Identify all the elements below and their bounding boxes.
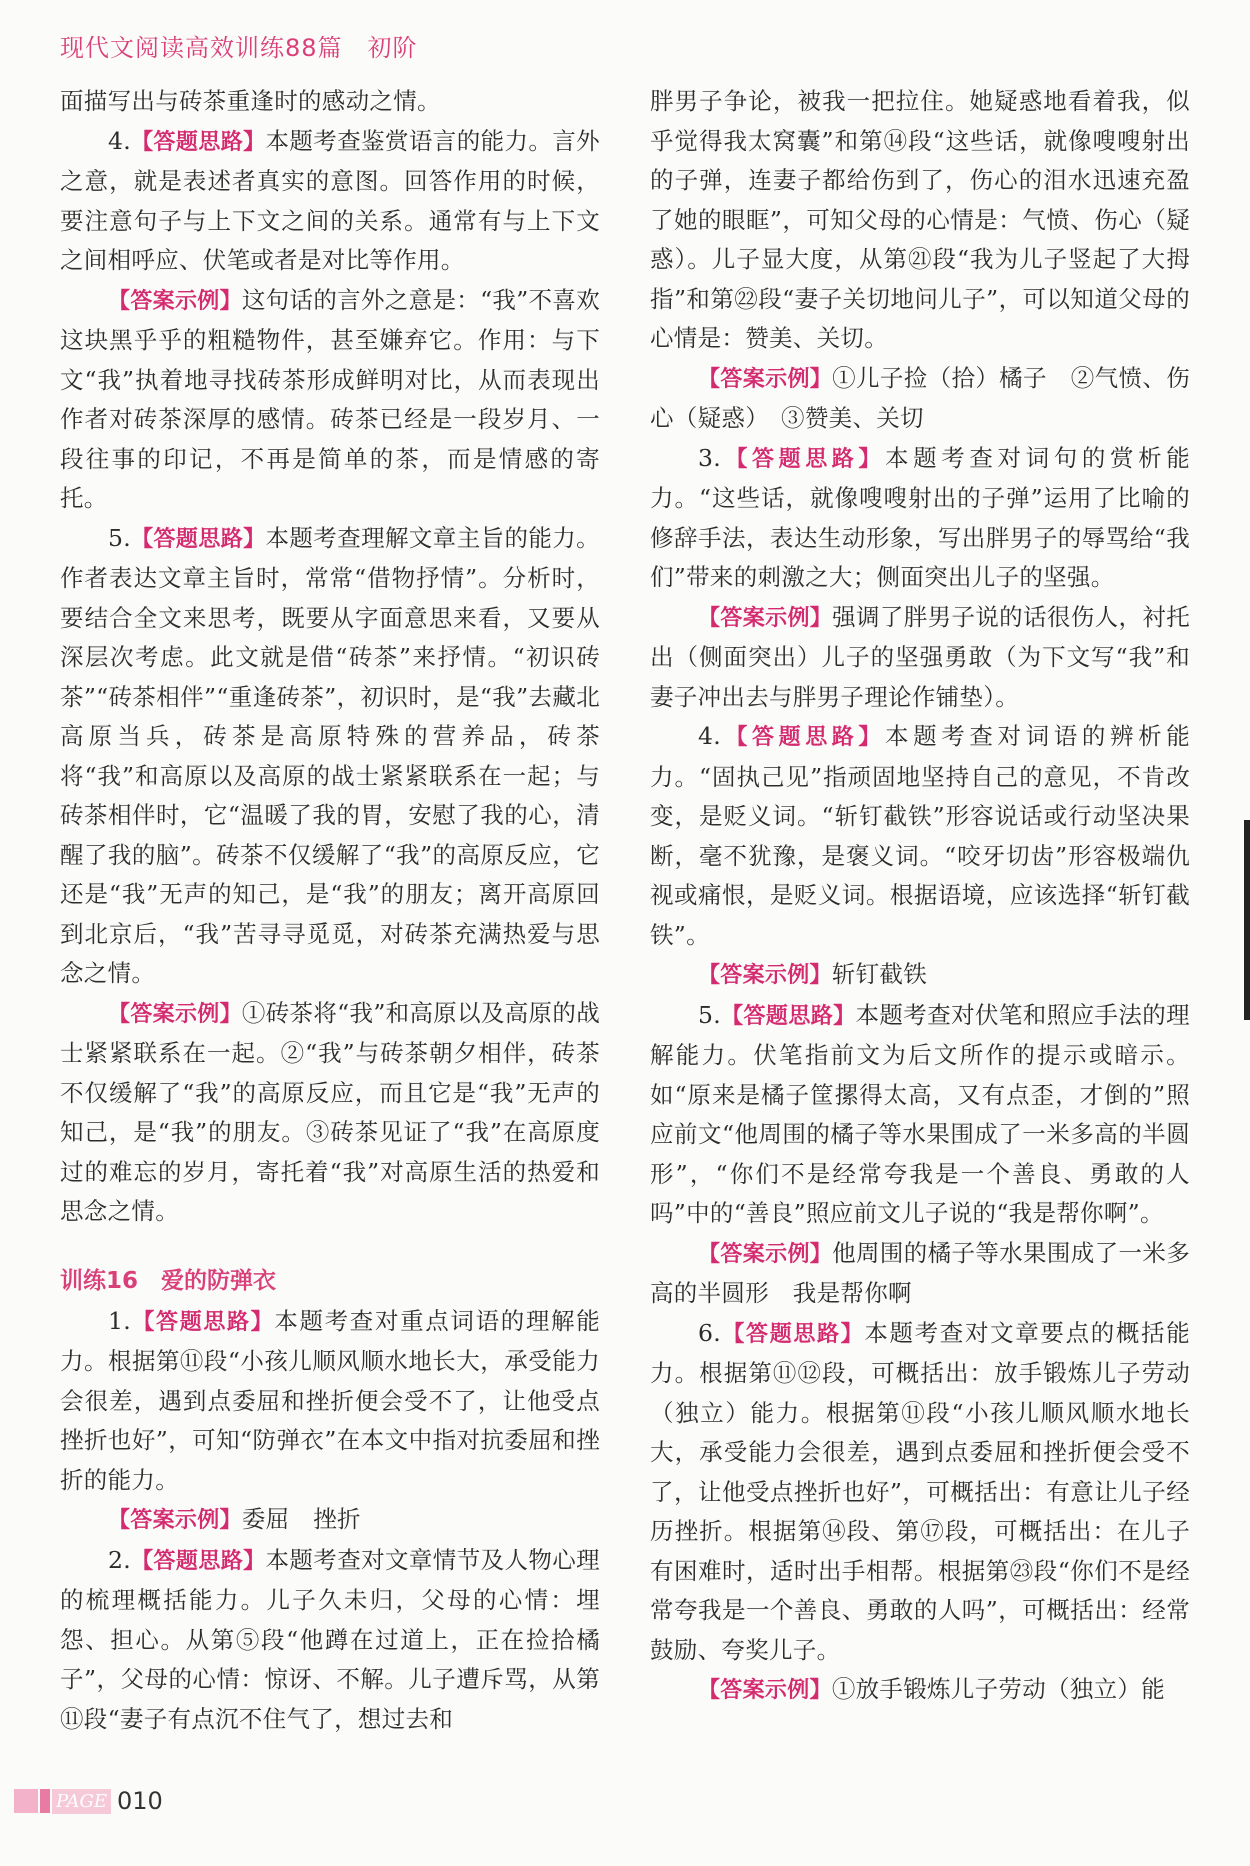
page-footer <box>14 1784 163 1818</box>
running-header: 现代文阅读高效训练88篇 初阶 <box>60 34 418 62</box>
paragraph-text: 胖男子争论，被我一把拉住。她疑惑地看着我，似乎觉得我太窝囊”和第⑭段“这些话，就像嗖嗖射出的子弹，连妻子都给伤到了，伤心的泪水迅速充盈了她的眼眶”，可知父母的心情是：气愤、伤心（疑惑）。儿子显大度，从第㉑段“我为儿子竖起了大拇指”和第㉒段“妻子关切地问儿子”，可以知道父母的心情是：赞美、关切。 <box>650 87 1190 352</box>
question-number: 6. <box>698 1318 722 1347</box>
right-paragraph <box>650 955 1190 996</box>
paragraph-text: 这句话的言外之意是：“我”不喜欢这块黑乎乎的粗糙物件，甚至嫌弃它。作用：与下文“我”执着地寻找砖茶形成鲜明对比，从而表现出作者对砖茶深厚的感情。砖茶已经是一段岁月、一段往事的印记，不再是简单的茶，而是情感的寄托。 <box>60 285 600 512</box>
right-paragraph <box>650 717 1190 955</box>
right-column <box>650 82 1190 1711</box>
paragraph-text: 本题考查对重点词语的理解能力。根据第⑪段“小孩儿顺风顺水地长大，承受能力会很差，遇到点委屈和挫折便会受不了，让他受点挫折也好”，可知“防弹衣”在本文中指对抗委屈和挫折的能力。 <box>60 1306 600 1494</box>
left-paragraph <box>60 281 600 519</box>
answer-tag: 【答题思路】 <box>131 526 266 552</box>
page-number: 010 <box>116 1787 163 1815</box>
answer-tag: 【答案示例】 <box>108 1508 242 1533</box>
right-paragraph <box>650 439 1190 598</box>
section-title: 训练16 爱的防弹衣 <box>60 1267 277 1294</box>
paragraph-text: 本题考查对伏笔和照应手法的理解能力。伏笔指前文为后文所作的提示或暗示。如“原来是橘子筐摞得太高，又有点歪，才倒的”照应前文“他周围的橘子等水果围成了一米多高的半圆形”，“你们不是经常夸我是一个善良、勇敢的人吗”中的“善良”照应前文儿子说的“我是帮你啊”。 <box>650 1000 1190 1227</box>
answer-tag: 【答题思路】 <box>721 725 886 750</box>
answer-tag: 【答案示例】 <box>698 1678 832 1703</box>
paragraph-text: 强调了胖男子说的话很伤人，衬托出（侧面突出）儿子的坚强勇敢（为下文写“我”和妻子冲出去与胖男子理论作铺垫）。 <box>650 602 1191 711</box>
answer-tag: 【答案示例】 <box>108 1001 242 1027</box>
paragraph-text: 本题考查对词句的赏析能力。“这些话，就像嗖嗖射出的子弹”运用了比喻的修辞手法，表达生动形象，写出胖男子的辱骂给“我们”带来的刺激之大；侧面突出儿子的坚强。 <box>650 443 1190 591</box>
question-number: 5. <box>108 523 132 552</box>
paragraph-text: 斩钉截铁 <box>831 960 928 988</box>
page-edge-mark <box>1244 820 1250 1020</box>
question-number: 3. <box>698 443 722 472</box>
paragraph-text: 本题考查对词语的辨析能力。“固执己见”指顽固地坚持自己的意见，不肯改变，是贬义词。“斩钉截铁”形容说话或行动坚决果断，毫不犹豫，是褒义词。“咬牙切齿”形容极端仇视或痛恨，是贬义词。根据语境，应该选择“斩钉截铁”。 <box>650 722 1190 949</box>
paragraph-text: 本题考查对文章情节及人物心理的梳理概括能力。儿子久未归，父母的心情：埋怨、担心。从第⑤段“他蹲在过道上，正在捡拾橘子”，父母的心情：惊讶、不解。儿子遭斥骂，从第⑪段“妻子有点沉不住气了，想过去和 <box>60 1545 600 1733</box>
left-paragraph <box>60 1302 600 1501</box>
paragraph-text: 本题考查理解文章主旨的能力。作者表达文章主旨时，常常“借物抒情”。分析时，要结合全文来思考，既要从字面意思来看，又要从深层次考虑。此文就是借“砖茶”来抒情。“初识砖茶”“砖茶相伴”“重逢砖茶”，初识时，是“我”去藏北高原当兵，砖茶是高原特殊的营养品，砖茶将“我”和高原以及高原的战士紧紧联系在一起；与砖茶相伴时，它“温暖了我的胃，安慰了我的心，清醒了我的脑”。砖茶不仅缓解了“我”的高原反应，它还是“我”无声的知己，是“我”的朋友；离开高原回到北京后，“我”苦寻寻觅觅，对砖茶充满热爱与思念之情。 <box>60 523 600 987</box>
question-number: 5. <box>698 1000 722 1029</box>
paragraph-text: 面描写出与砖茶重逢时的感动之情。 <box>60 87 441 115</box>
answer-tag: 【答题思路】 <box>721 1321 865 1347</box>
answer-tag: 【答案示例】 <box>698 1241 833 1267</box>
right-paragraph <box>650 996 1190 1234</box>
answer-tag: 【答案示例】 <box>698 605 833 631</box>
answer-tag: 【答题思路】 <box>131 129 266 155</box>
answer-tag: 【答案示例】 <box>698 963 832 988</box>
right-paragraph <box>650 1670 1190 1711</box>
question-number: 1. <box>108 1306 132 1335</box>
footer-decor-stripe <box>40 1789 50 1813</box>
paragraph-text: ①砖茶将“我”和高原以及高原的战士紧紧联系在一起。②“我”与砖茶朝夕相伴，砖茶不仅缓解了“我”的高原反应，而且它是“我”无声的知己，是“我”的朋友。③砖茶见证了“我”在高原度过的难忘的岁月，寄托着“我”对高原生活的热爱和思念之情。 <box>60 998 600 1225</box>
answer-tag: 【答题思路】 <box>131 1309 275 1335</box>
question-number: 4. <box>698 722 722 750</box>
paragraph-text: ①放手锻炼儿子劳动（独立）能 <box>831 1675 1166 1703</box>
answer-tag: 【答题思路】 <box>721 1003 856 1029</box>
paragraph-text: 本题考查对文章要点的概括能力。根据第⑪⑫段，可概括出：放手锻炼儿子劳动（独立）能力。根据第⑪段“小孩儿顺风顺水地长大，承受能力会很差，遇到点委屈和挫折便会受不了，让他受点挫折也好”，可概括出：有意让儿子经历挫折。根据第⑭段、第⑰段，可概括出：在儿子有困难时，适时出手相帮。根据第㉓段“你们不是经常夸我是一个善良、勇敢的人吗”，可概括出：经常鼓励、夸奖儿子。 <box>650 1318 1190 1664</box>
paragraph-text: 他周围的橘子等水果围成了一米多高的半圆形 我是帮你啊 <box>650 1238 1191 1307</box>
left-paragraph <box>60 519 600 994</box>
footer-decor-block <box>14 1789 38 1813</box>
right-paragraph <box>650 82 1190 359</box>
left-paragraph <box>60 122 600 281</box>
page-label: PAGE <box>52 1789 111 1814</box>
right-paragraph <box>650 1234 1190 1314</box>
question-number: 4. <box>108 126 132 155</box>
left-paragraph <box>60 994 600 1232</box>
question-number: 2. <box>108 1545 132 1574</box>
answer-tag: 【答案示例】 <box>108 288 242 314</box>
answer-tag: 【答题思路】 <box>721 446 886 472</box>
right-paragraph <box>650 1314 1190 1671</box>
left-paragraph <box>60 1541 600 1740</box>
answer-tag: 【答题思路】 <box>131 1548 266 1574</box>
paragraph-text: ①儿子捡（拾）橘子 ②气愤、伤心（疑惑） ③赞美、关切 <box>650 363 1191 432</box>
left-paragraph <box>60 1500 600 1541</box>
paragraph-text: 本题考查鉴赏语言的能力。言外之意，就是表述者真实的意图。回答作用的时候，要注意句子与上下文之间的关系。通常有与上下文之间相呼应、伏笔或者是对比等作用。 <box>60 126 600 274</box>
right-paragraph <box>650 359 1190 439</box>
right-paragraph <box>650 598 1190 718</box>
left-paragraph <box>60 82 600 122</box>
answer-tag: 【答案示例】 <box>698 366 833 392</box>
left-column <box>60 82 600 1739</box>
paragraph-text: 委屈 挫折 <box>241 1505 361 1533</box>
